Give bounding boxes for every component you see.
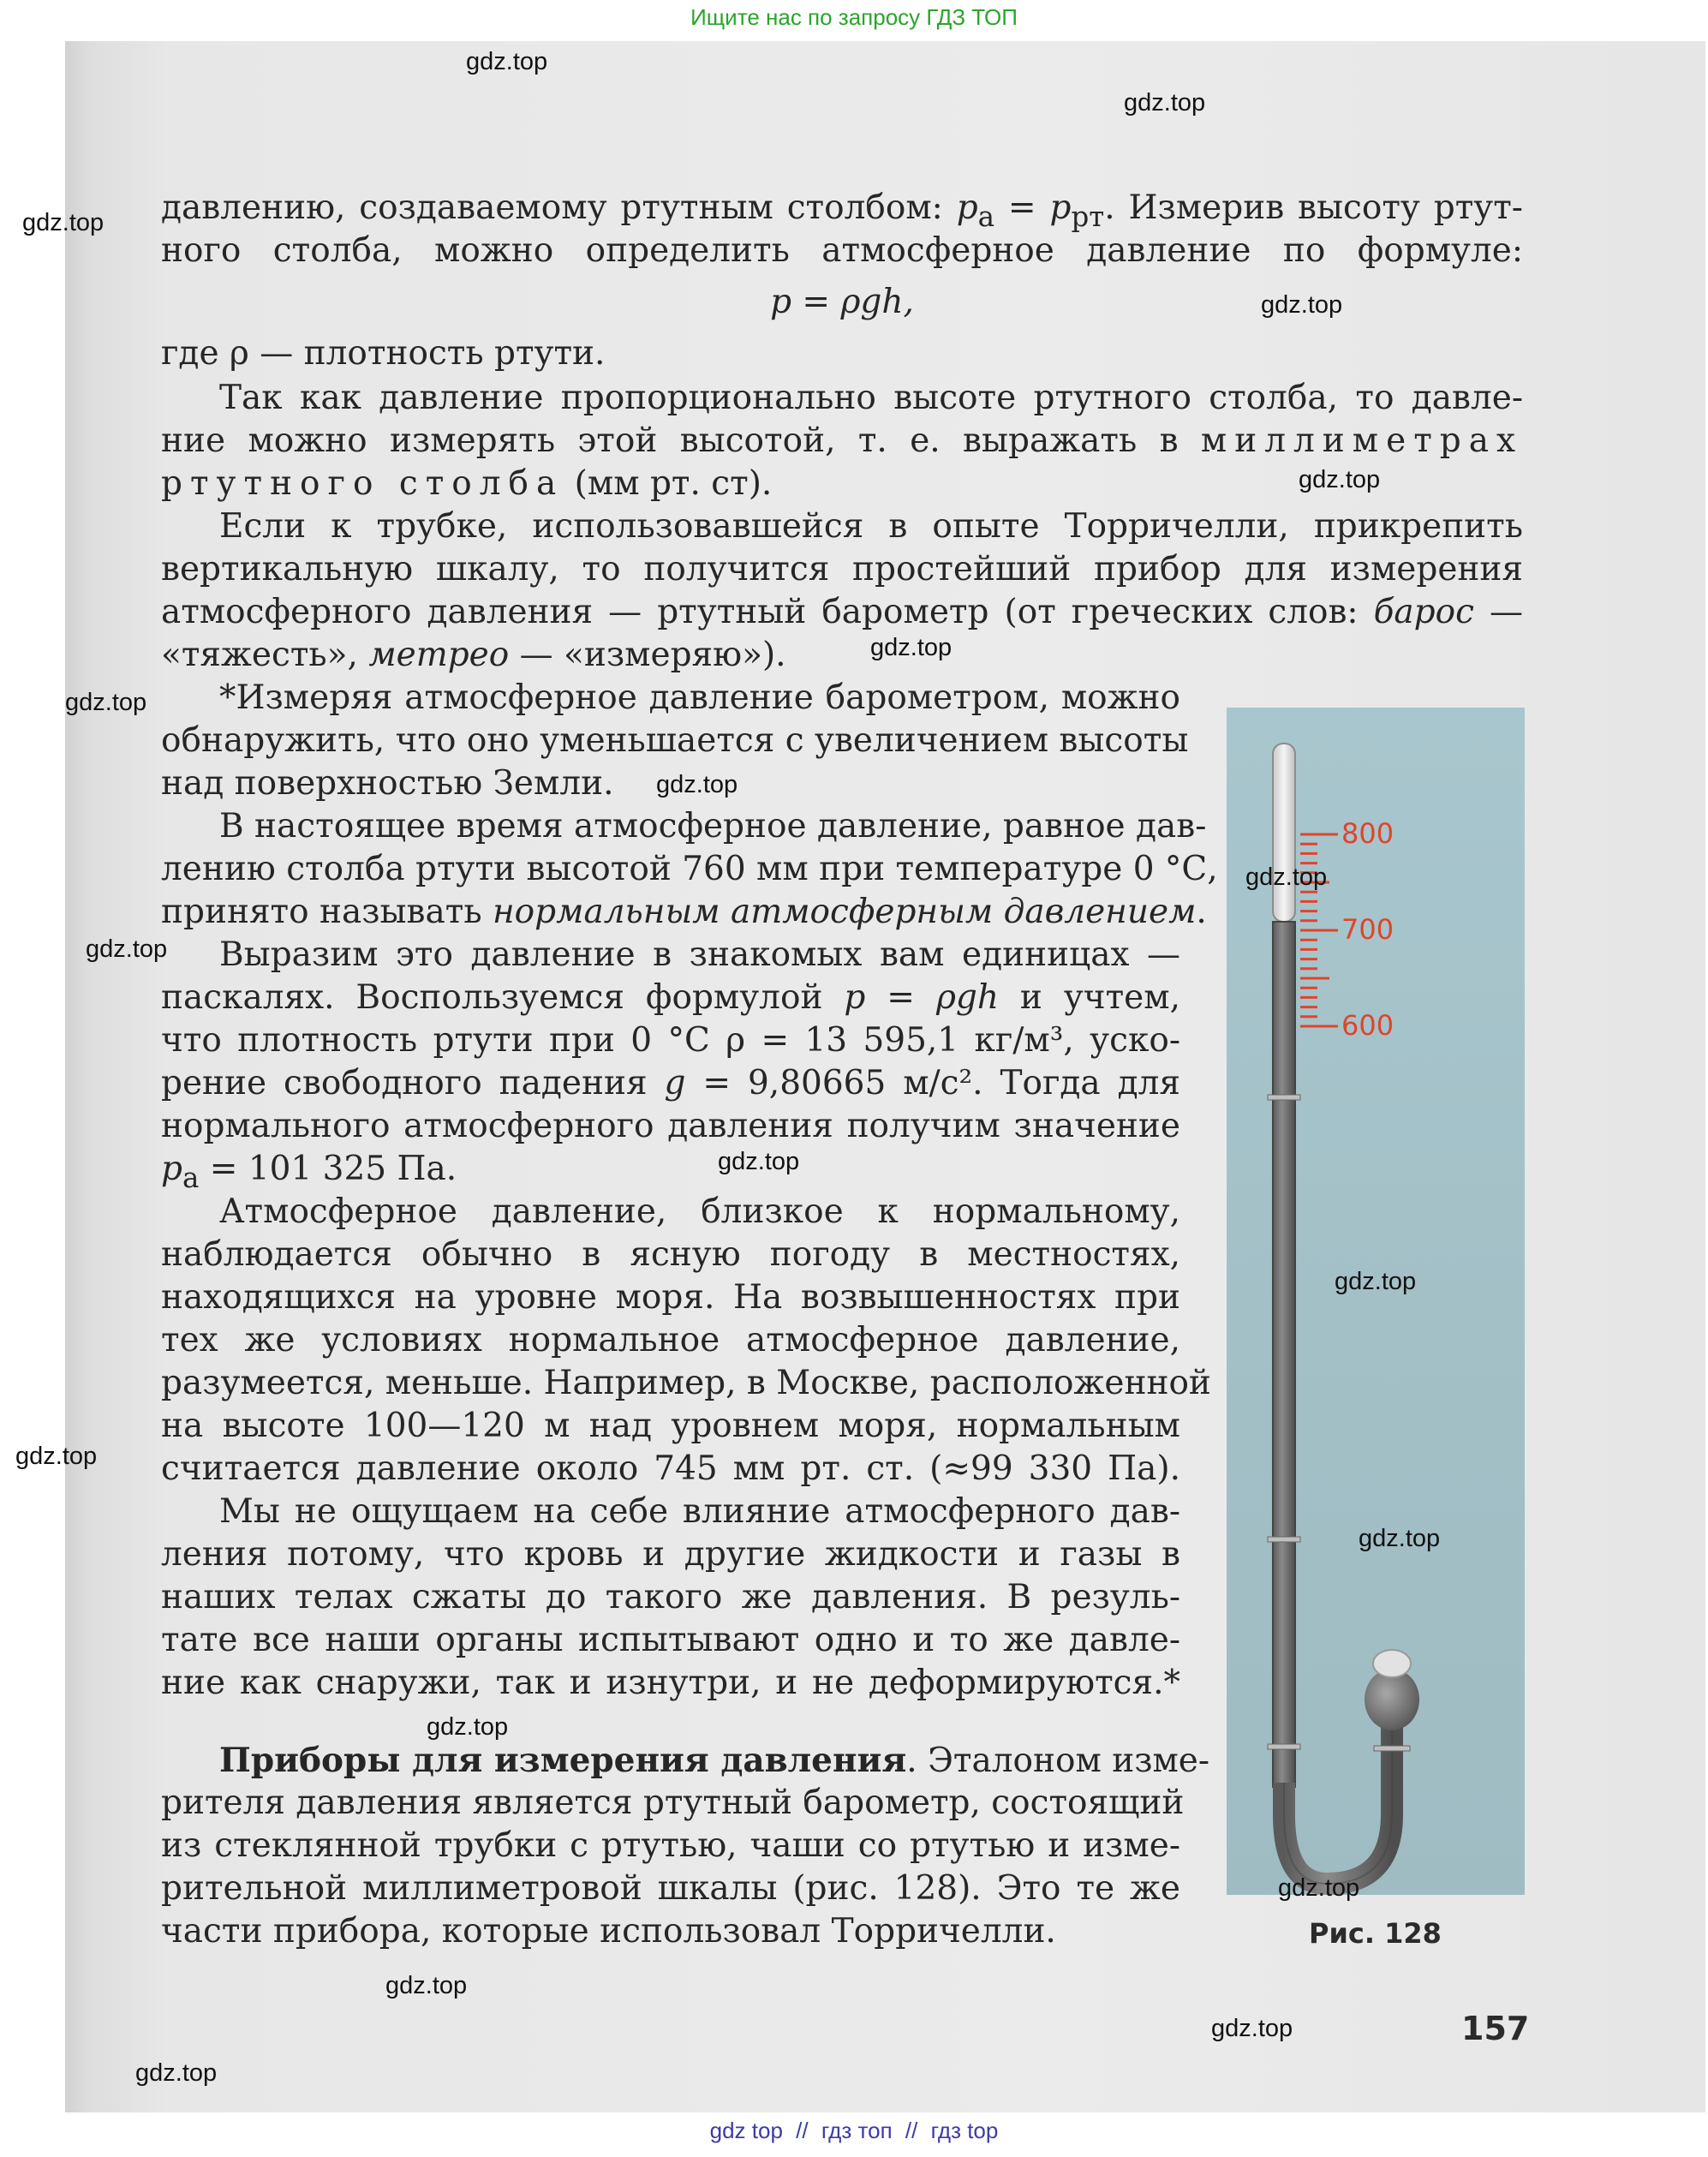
text-line-14: над поверхностью Земли. [161,764,614,803]
text-line-21: рение свободного падения g = 9,80665 м/с². Тогда для [161,1064,1180,1102]
text-line-38: из стеклянной трубки с ртутью, чаши со ртутью и изме- [161,1826,1180,1865]
watermark: gdz.top [466,48,548,75]
watermark: gdz.top [385,1972,468,1999]
tube-ring [1268,1744,1300,1749]
text-line-35: ние как снаружи, так и изнутри, и не деформируются.* [161,1664,1180,1702]
text-line-23: $p_a = 101$ 325 Па. [161,1150,457,1194]
text-line-9: вертикальную шкалу, то получится простейший прибор для измерения [161,550,1523,589]
u-bend-tube [1284,1718,1392,1884]
bottom-separator: // [796,2118,809,2143]
watermark: gdz.top [1245,863,1328,891]
text-line-37: рителя давления является ртутный барометр, состоящий [161,1784,1185,1822]
watermark: gdz.top [22,209,105,236]
text-line-12: *Измеряя атмосферное давление барометром, можно [219,678,1180,717]
watermark: gdz.top [427,1713,509,1741]
text-line-5: Так как давление пропорционально высоте ртутного столба, то давле- [219,379,1523,417]
watermark: gdz.top [1335,1268,1417,1295]
watermark: gdz.top [86,935,168,963]
text-line-33: наших телах сжаты до такого же давления. В резуль- [161,1578,1180,1616]
watermark: gdz.top [1359,1525,1441,1552]
bottom-link[interactable]: gdz top [709,2118,783,2143]
bottom-separator: // [905,2118,918,2143]
text-line-24: Атмосферное давление, близкое к нормальному, [219,1192,1180,1231]
watermark: gdz.top [718,1148,800,1175]
scale-label-600: 600 [1341,1009,1394,1042]
cup-cap [1373,1650,1411,1677]
text-line-8: Если к трубке, использовавшейся в опыте Торричелли, прикрепить [219,507,1523,546]
text-line-4: где ρ — плотность ртути. [161,334,606,373]
text-line-18: Выразим это давление в знакомых вам единицах — [219,935,1180,974]
watermark: gdz.top [1211,2015,1293,2042]
watermark: gdz.top [15,1443,98,1470]
scale-label-700: 700 [1341,913,1394,946]
text-line-27: тех же условиях нормальное атмосферное давление, [161,1321,1180,1359]
tube-ring [1268,1537,1300,1542]
bottom-links [0,2118,1708,2144]
tube-ring [1268,1095,1300,1100]
text-line-6: ние можно измерять этой высотой, т. е. выражать в миллиметрах [161,421,1523,460]
watermark: gdz.top [135,2059,218,2087]
top-banner[interactable]: Ищите нас по запросу ГДЗ ТОП [690,4,1018,30]
text-line-36: Приборы для измерения давления. Эталоном изме- [219,1741,1210,1780]
text-line-40: части прибора, которые использовал Торричелли. [161,1912,1056,1951]
section-heading: Приборы для измерения давления [219,1741,907,1780]
text-line-11: «тяжесть», метрео — «измеряю»). [161,636,786,674]
mercury-column [1273,922,1295,1787]
tube-ring [1374,1746,1410,1751]
formula: p = ρgh, [770,283,914,321]
glass-tube-top [1273,744,1295,922]
watermark: gdz.top [656,771,738,798]
page-number: 157 [1461,2010,1530,2047]
bottom-link[interactable]: гдз топ [821,2118,893,2143]
text-line-19: паскалях. Воспользуемся формулой p = ρgh и учтем, [161,978,1180,1017]
text-line-26: находящихся на уровне моря. На возвышенностях при [161,1278,1180,1317]
text-line-15: В настоящее время атмосферное давление, равное дав- [219,807,1207,845]
text-line-17: принято называть нормальным атмосферным давлением. [161,893,1207,931]
watermark: gdz.top [870,634,953,661]
watermark: gdz.top [1278,1874,1360,1902]
text-line-28: разумеется, меньше. Например, в Москве, расположенной [161,1364,1211,1402]
text-line-22: нормального атмосферного давления получим значение [161,1107,1180,1145]
text-line-16: лению столба ртути высотой 760 мм при температуре 0 °С, [161,850,1218,888]
text-line-20: что плотность ртути при 0 °С ρ = 13 595,1 кг/м³, уско- [161,1021,1180,1060]
text-line-34: тате все наши органы испытывают одно и то же давле- [161,1621,1180,1659]
text-line-29: на высоте 100—120 м над уровнем моря, нормальным [161,1407,1180,1445]
text-line-32: ления потому, что кровь и другие жидкости и газы в [161,1535,1180,1574]
text-line-2: ного столба, можно определить атмосферное давление по формуле: [161,231,1523,270]
text-line-10: атмосферного давления — ртутный барометр (от греческих слов: барос — [161,593,1523,631]
text-line-13: обнаружить, что оно уменьшается с увеличением высоты [161,721,1189,760]
scale-label-800: 800 [1341,817,1394,850]
text-line-1: давлению, создаваемому ртутным столбом: $p_a = p_{рт}$. Измерив высоту ртут- [161,188,1523,233]
watermark: gdz.top [65,689,147,716]
watermark: gdz.top [1299,466,1381,493]
text-line-31: Мы не ощущаем на себе влияние атмосферного дав- [219,1492,1180,1531]
bottom-link[interactable]: гдз top [930,2118,999,2143]
text-line-7: ртутного столба (мм рт. ст). [161,464,773,503]
figure-caption: Рис. 128 [1309,1917,1442,1950]
watermark: gdz.top [1124,89,1206,117]
text-line-39: рительной миллиметровой шкалы (рис. 128). Это те же [161,1869,1180,1908]
watermark: gdz.top [1261,291,1343,319]
text-line-30: считается давление около 745 мм рт. ст. (≈99 330 Па). [161,1449,1180,1488]
text-line-25: наблюдается обычно в ясную погоду в местностях, [161,1235,1180,1274]
